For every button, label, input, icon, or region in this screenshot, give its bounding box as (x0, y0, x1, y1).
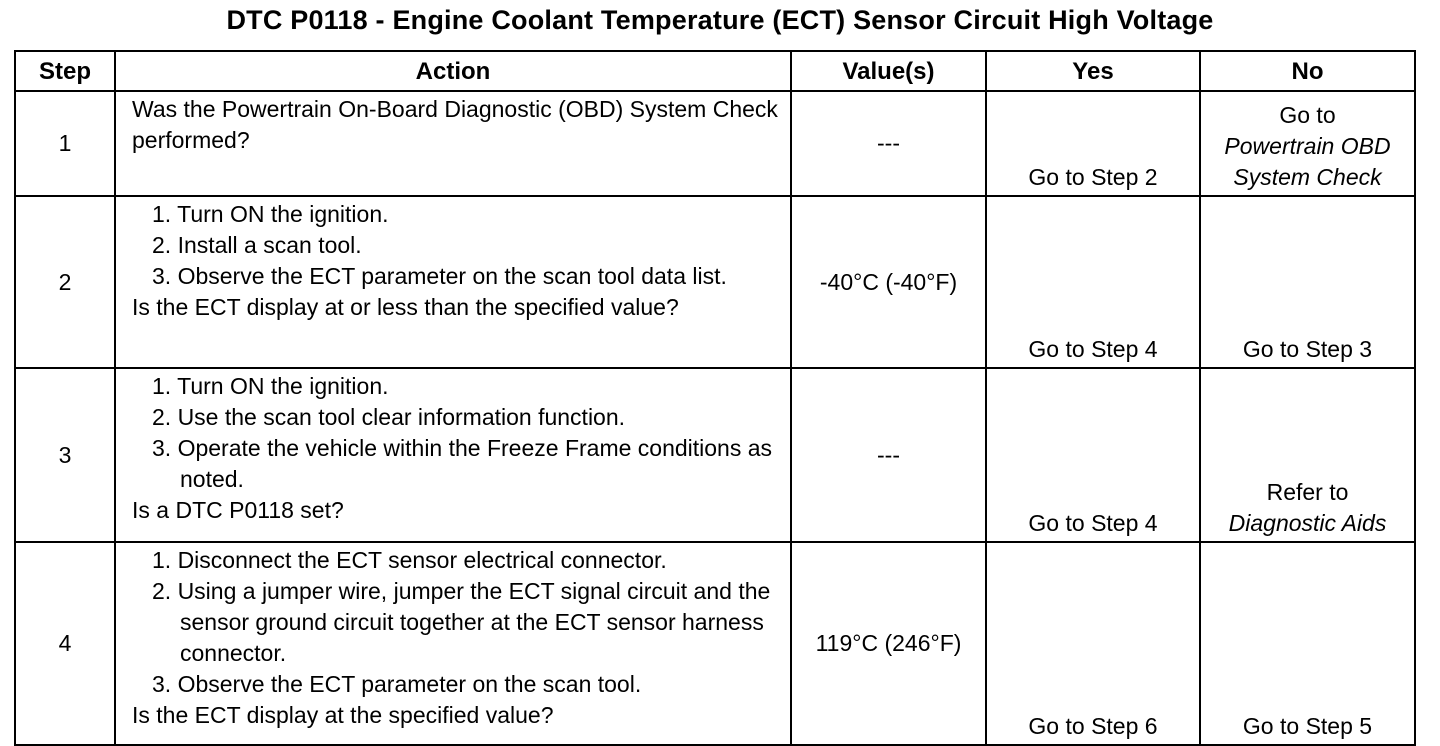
action-cell (115, 91, 791, 196)
header-no: No (1200, 51, 1415, 91)
header-yes: Yes (986, 51, 1200, 91)
action-step: 3. Observe the ECT parameter on the scan tool data list. (152, 263, 727, 289)
value-cell: --- (791, 368, 986, 542)
value-cell: --- (791, 91, 986, 196)
no-cell (1200, 542, 1415, 745)
yes-cell: Go to Step 4 (986, 368, 1200, 542)
value-cell: -40°C (-40°F) (791, 196, 986, 368)
table-row (15, 196, 1415, 368)
page-title: DTC P0118 - Engine Coolant Temperature (ECT) Sensor Circuit High Voltage (226, 5, 1214, 35)
header-action: Action (115, 51, 791, 91)
no-prefix: Go to Step 3 (1242, 336, 1373, 362)
table-row (15, 542, 1415, 745)
no-prefix: Refer to (1266, 479, 1349, 505)
action-question: Is the ECT display at or less than the specified value? (132, 294, 679, 320)
yes-cell: Go to Step 4 (986, 196, 1200, 368)
action-steps (132, 545, 784, 700)
no-prefix: Go to Step 5 (1242, 713, 1373, 739)
header-value: Value(s) (791, 51, 986, 91)
action-cell (115, 196, 791, 368)
action-cell (115, 542, 791, 745)
table-row (15, 368, 1415, 542)
no-cell (1200, 368, 1415, 542)
action-step: 1. Turn ON the ignition. (152, 373, 389, 399)
table-header-row (15, 51, 1415, 91)
step-number: 1 (15, 91, 115, 196)
step-number: 4 (15, 542, 115, 745)
action-question: Is a DTC P0118 set? (132, 497, 344, 523)
action-step: 3. Operate the vehicle within the Freeze Frame conditions as noted. (152, 435, 773, 492)
action-step: 1. Turn ON the ignition. (152, 201, 389, 227)
table-row (15, 91, 1415, 196)
action-step: 2. Use the scan tool clear information function. (152, 404, 626, 430)
step-number: 3 (15, 368, 115, 542)
no-reference: Diagnostic Aids (1228, 510, 1387, 536)
no-prefix: Go to (1279, 102, 1336, 128)
action-step: 3. Observe the ECT parameter on the scan tool. (152, 671, 642, 697)
no-cell (1200, 91, 1415, 196)
no-cell (1200, 196, 1415, 368)
action-question: Was the Powertrain On-Board Diagnostic (OBD) System Check performed? (132, 96, 778, 153)
action-step: 2. Using a jumper wire, jumper the ECT signal circuit and the sensor ground circuit together at the ECT sensor harness connector. (152, 578, 771, 666)
step-number: 2 (15, 196, 115, 368)
action-step: 1. Disconnect the ECT sensor electrical connector. (152, 547, 667, 573)
action-steps (132, 371, 784, 495)
yes-cell: Go to Step 2 (986, 91, 1200, 196)
header-step: Step (15, 51, 115, 91)
action-step: 2. Install a scan tool. (152, 232, 362, 258)
diagnostic-table (14, 50, 1416, 746)
value-cell: 119°C (246°F) (791, 542, 986, 745)
action-cell (115, 368, 791, 542)
no-reference: Powertrain OBD System Check (1224, 133, 1391, 190)
action-question: Is the ECT display at the specified value? (132, 702, 554, 728)
yes-cell: Go to Step 6 (986, 542, 1200, 745)
action-steps (132, 199, 784, 292)
